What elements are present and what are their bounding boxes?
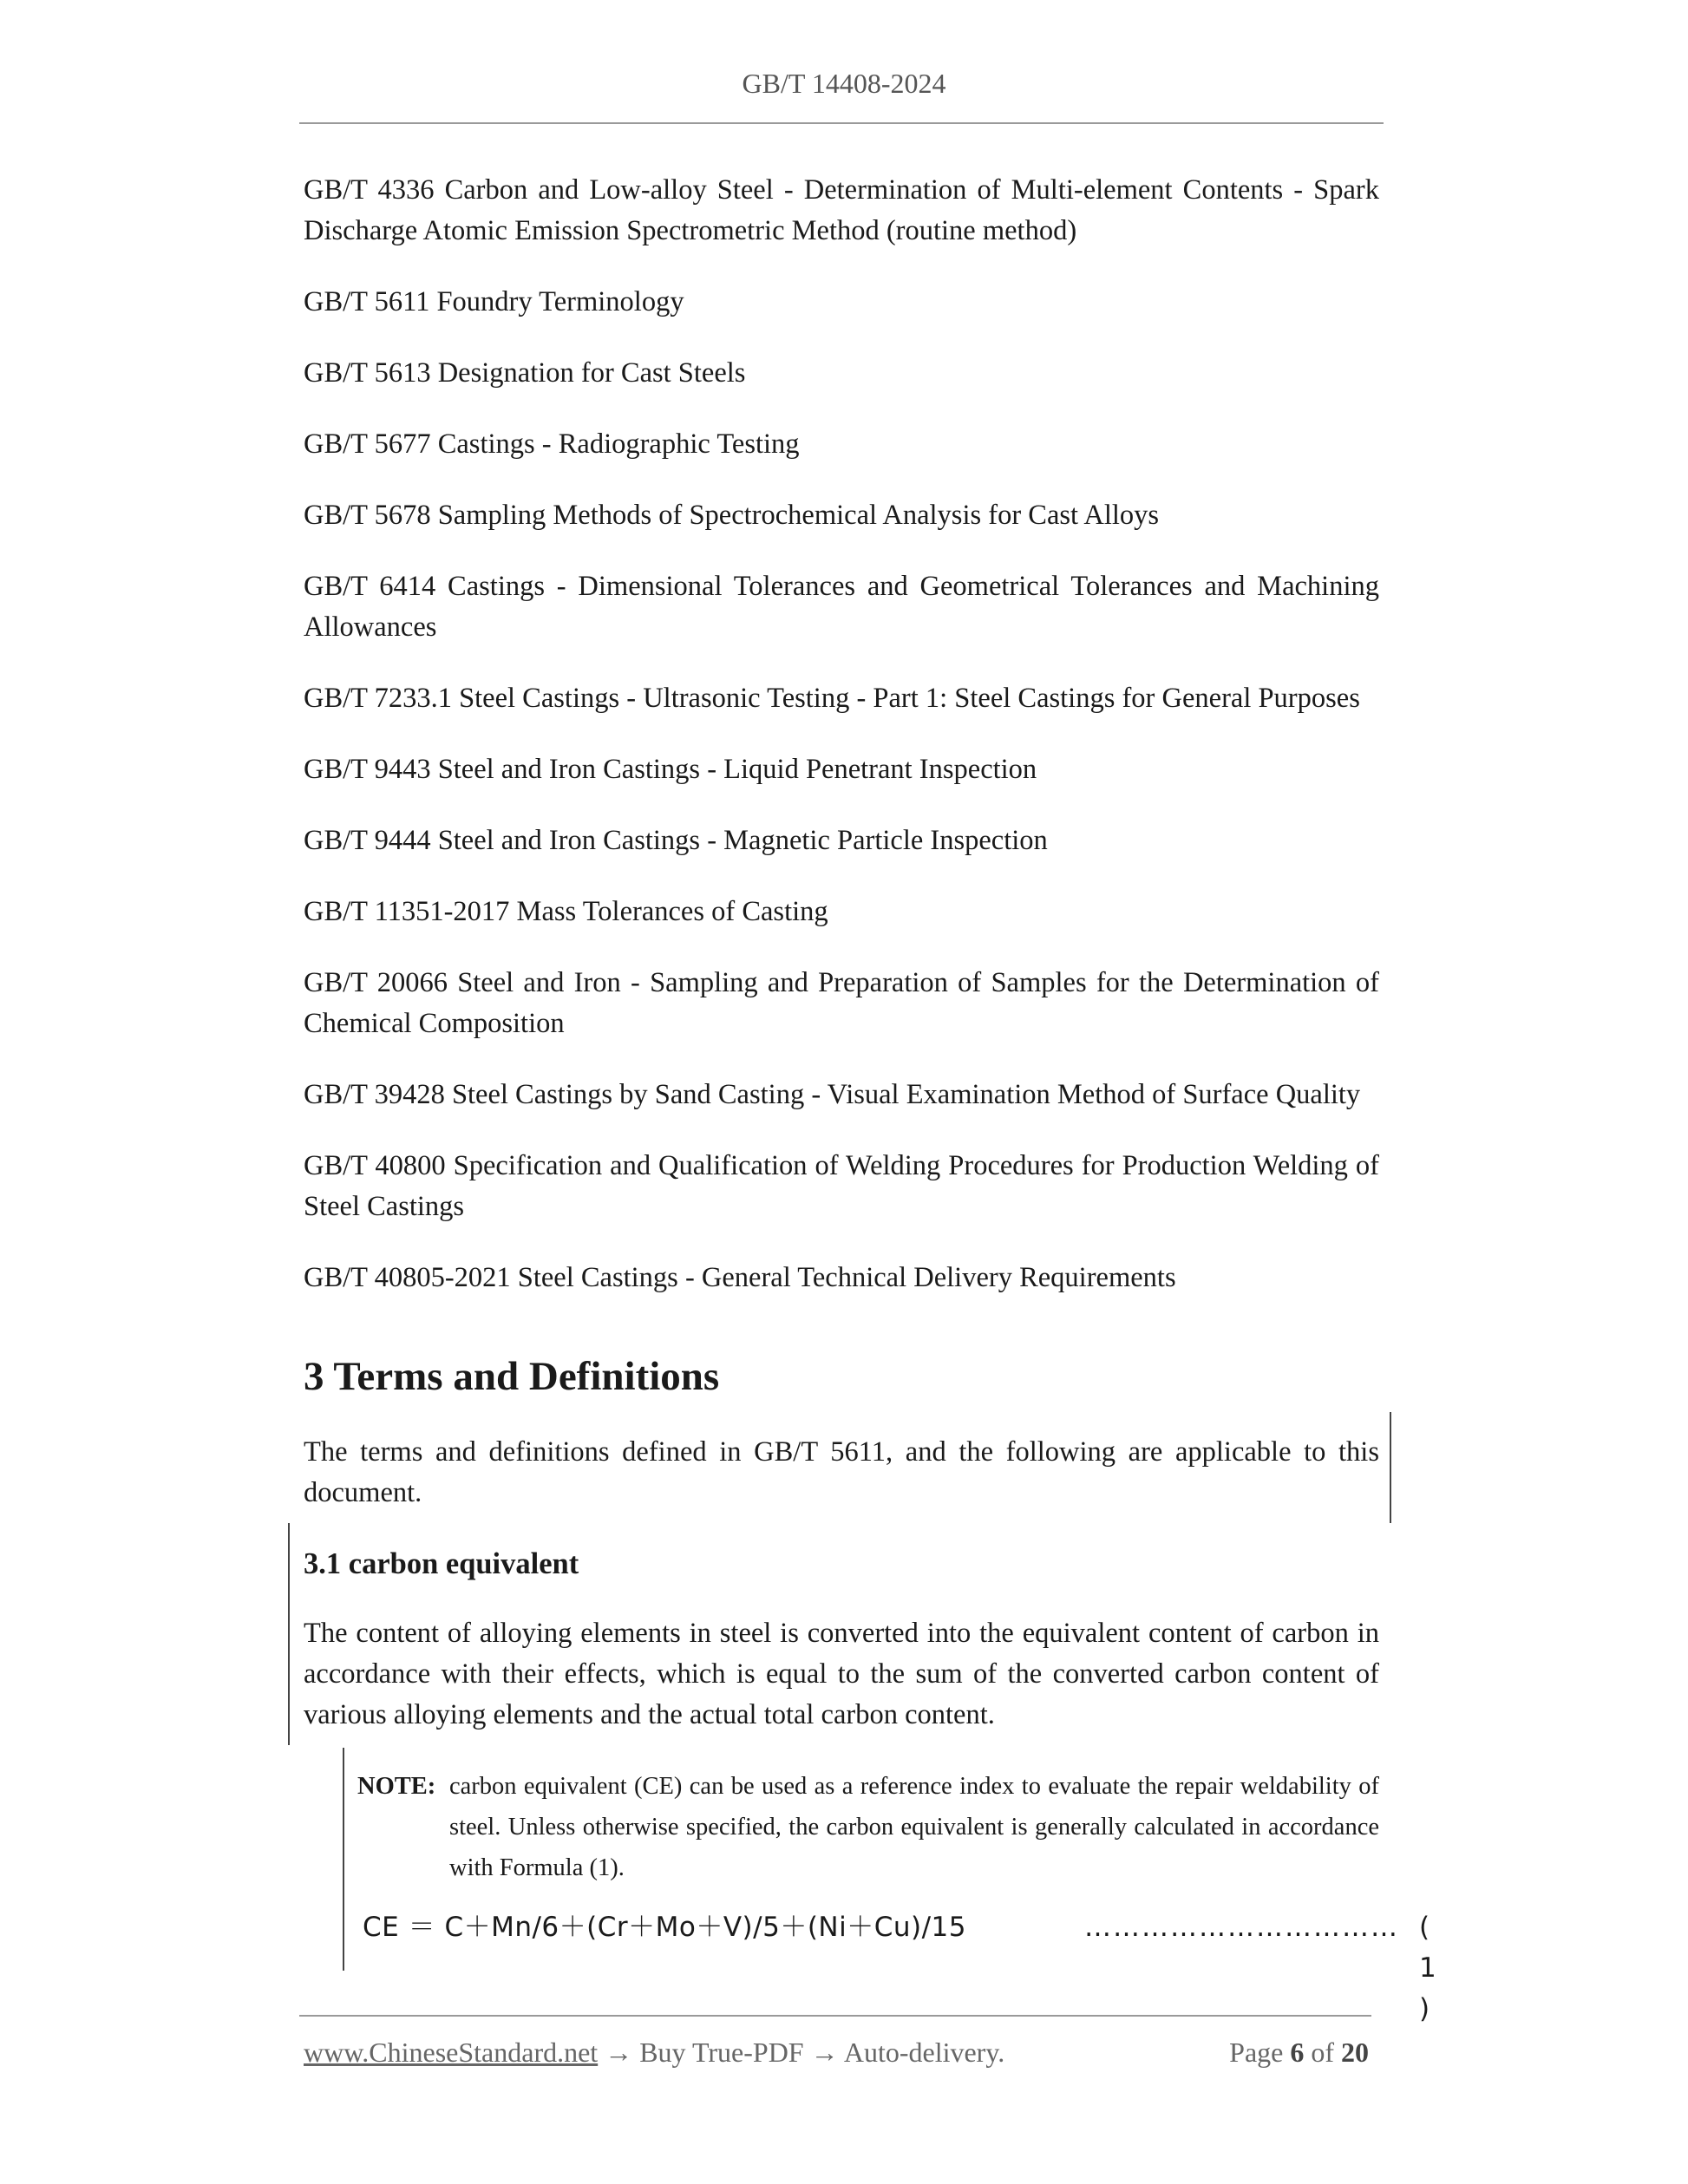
note-text: carbon equivalent (CE) can be used as a reference index to evaluate the repair weldability of steel. Unless otherwise specified, the carbon equivalent is generally calculated in accordance with Formula (1). (449, 1773, 1379, 1881)
term-heading: 3.1 carbon equivalent (304, 1547, 579, 1580)
formula-leader-dots: …………………………… (1084, 1912, 1399, 1943)
reference-item: GB/T 4336 Carbon and Low-alloy Steel - Determination of Multi-element Contents - Spark Discharge Atomic Emission Spectrometric Method (routine method) (304, 174, 1379, 246)
document-body (304, 170, 1436, 2024)
reference-item: GB/T 40800 Specification and Qualification of Welding Procedures for Production Welding of Steel Castings (304, 1150, 1379, 1222)
reference-item: GB/T 9444 Steel and Iron Castings - Magnetic Particle Inspection (304, 825, 1048, 856)
page-of: of (1311, 2037, 1334, 2068)
header-divider (299, 122, 1384, 124)
page-footer (304, 2037, 1369, 2069)
page-word: Page (1229, 2037, 1284, 2068)
normative-references-list (304, 170, 1379, 1298)
reference-item: GB/T 40805-2021 Steel Castings - General Technical Delivery Requirements (304, 1262, 1176, 1293)
revision-bar (288, 1523, 290, 1745)
reference-item: GB/T 9443 Steel and Iron Castings - Liquid Penetrant Inspection (304, 754, 1037, 785)
page-total: 20 (1341, 2037, 1369, 2068)
section-intro: The terms and definitions defined in GB/T 5611, and the following are applicable to this document. (304, 1436, 1379, 1508)
reference-item: GB/T 20066 Steel and Iron - Sampling and Preparation of Samples for the Determination of Chemical Composition (304, 967, 1379, 1039)
footer-divider (299, 2015, 1371, 2017)
site-link[interactable]: www.ChineseStandard.net (304, 2037, 599, 2068)
reference-item: GB/T 5677 Castings - Radiographic Testing (304, 428, 800, 460)
page-indicator (1229, 2037, 1369, 2069)
page-header: GB/T 14408-2024 (742, 68, 946, 99)
page-current: 6 (1290, 2037, 1305, 2068)
revision-bar (1390, 1412, 1391, 1523)
reference-item: GB/T 5613 Designation for Cast Steels (304, 357, 746, 389)
reference-item: GB/T 6414 Castings - Dimensional Tolerances and Geometrical Tolerances and Machining Allowances (304, 571, 1379, 643)
section-heading: 3 Terms and Definitions (304, 1354, 720, 1399)
formula-expression: CE ＝ C＋Mn/6＋(Cr＋Mo＋V)/5＋(Ni＋Cu)/15 (363, 1912, 966, 1943)
formula-line (363, 1907, 1436, 2024)
reference-item: GB/T 11351-2017 Mass Tolerances of Casting (304, 896, 828, 927)
reference-item: GB/T 5611 Foundry Terminology (304, 286, 684, 317)
footer-tagline: → Buy True-PDF → Auto-delivery. (605, 2037, 1005, 2068)
revision-bar (343, 1748, 344, 1971)
formula-number: ( 1 ) (1419, 1912, 1436, 2024)
reference-item: GB/T 7233.1 Steel Castings - Ultrasonic Testing - Part 1: Steel Castings for General Purposes (304, 683, 1360, 714)
term-definition: The content of alloying elements in steel is converted into the equivalent content of carbon in accordance with their effects, which is equal to the sum of the converted carbon content of various alloying elements and the actual total carbon content. (304, 1618, 1379, 1730)
note-label: NOTE: (357, 1773, 436, 1800)
reference-item: GB/T 39428 Steel Castings by Sand Casting - Visual Examination Method of Surface Quality (304, 1079, 1361, 1110)
note-block (357, 1766, 1379, 1888)
reference-item: GB/T 5678 Sampling Methods of Spectrochemical Analysis for Cast Alloys (304, 500, 1160, 531)
